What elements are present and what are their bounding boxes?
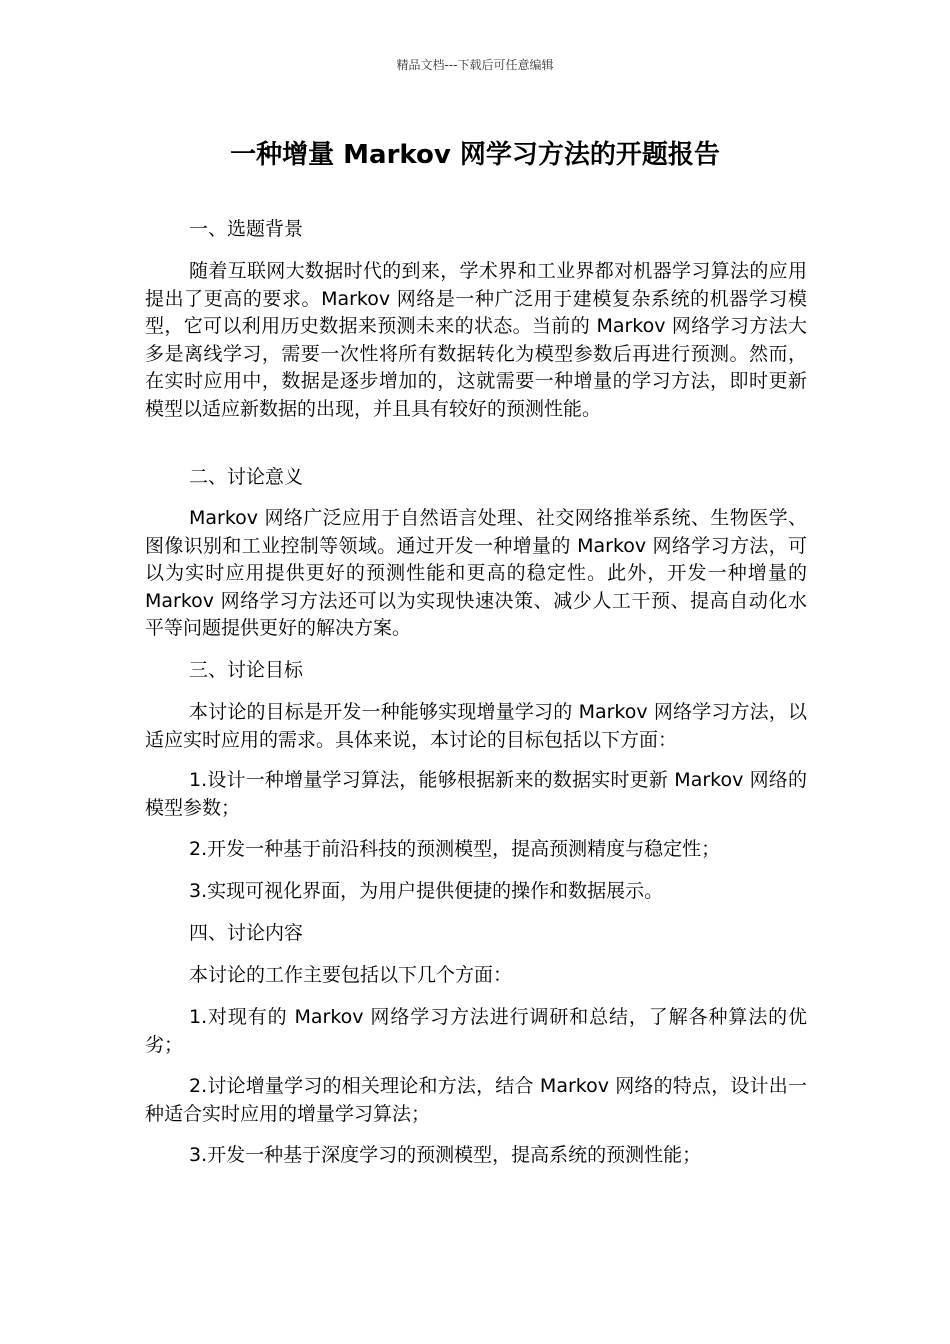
section-4-list-item-3: 3.开发一种基于深度学习的预测模型，提高系统的预测性能；	[189, 1144, 702, 1166]
document-title: 一种增量 Markov 网学习方法的开题报告	[230, 140, 720, 170]
section-2-heading: 二、讨论意义	[189, 466, 304, 488]
section-3-list-item-1: 1.设计一种增量学习算法，能够根据新来的数据实时更新 Markov 网络的模型参数；	[145, 769, 807, 819]
section-4-list-item-2: 2.讨论增量学习的相关理论和方法，结合 Markov 网络的特点，设计出一种适合实时应用的增量学习算法；	[145, 1075, 807, 1125]
section-3-heading: 三、讨论目标	[189, 659, 304, 681]
section-4-heading: 四、讨论内容	[189, 922, 304, 944]
section-3-list-item-3: 3.实现可视化界面，为用户提供便捷的操作和数据展示。	[189, 880, 664, 902]
section-2-paragraph: Markov 网络广泛应用于自然语言处理、社交网络推举系统、生物医学、图像识别和工业控制等领域。通过开发一种增量的 Markov 网络学习方法，可以为实时应用提供更好的预测性能和更高的稳定性。此外，开发一种增量的 Markov 网络学习方法还可以为实现快速决策、减少人工干预、提高自动化水平等问题提供更好的解决方案。	[145, 507, 807, 639]
section-1-heading: 一、选题背景	[189, 218, 304, 240]
section-3-list-item-2: 2.开发一种基于前沿科技的预测模型，提高预测精度与稳定性；	[189, 838, 721, 860]
section-4-list-item-1: 1.对现有的 Markov 网络学习方法进行调研和总结，了解各种算法的优劣；	[145, 1006, 807, 1056]
section-1-paragraph: 随着互联网大数据时代的到来，学术界和工业界都对机器学习算法的应用提出了更高的要求。Markov 网络是一种广泛用于建模复杂系统的机器学习模型，它可以利用历史数据来预测未来的状态。当前的 Markov 网络学习方法大多是离线学习，需要一次性将所有数据转化为模型参数后再进行预测。然而，在实时应用中，数据是逐步增加的，这就需要一种增量的学习方法，即时更新模型以适应新数据的出现，并且具有较好的预测性能。	[145, 260, 807, 420]
section-3-paragraph: 本讨论的目标是开发一种能够实现增量学习的 Markov 网络学习方法，以适应实时应用的需求。具体来说，本讨论的目标包括以下方面：	[145, 701, 807, 751]
section-4-paragraph: 本讨论的工作主要包括以下几个方面：	[189, 964, 513, 986]
header-note: 精品文档---下载后可任意编辑	[396, 58, 554, 72]
